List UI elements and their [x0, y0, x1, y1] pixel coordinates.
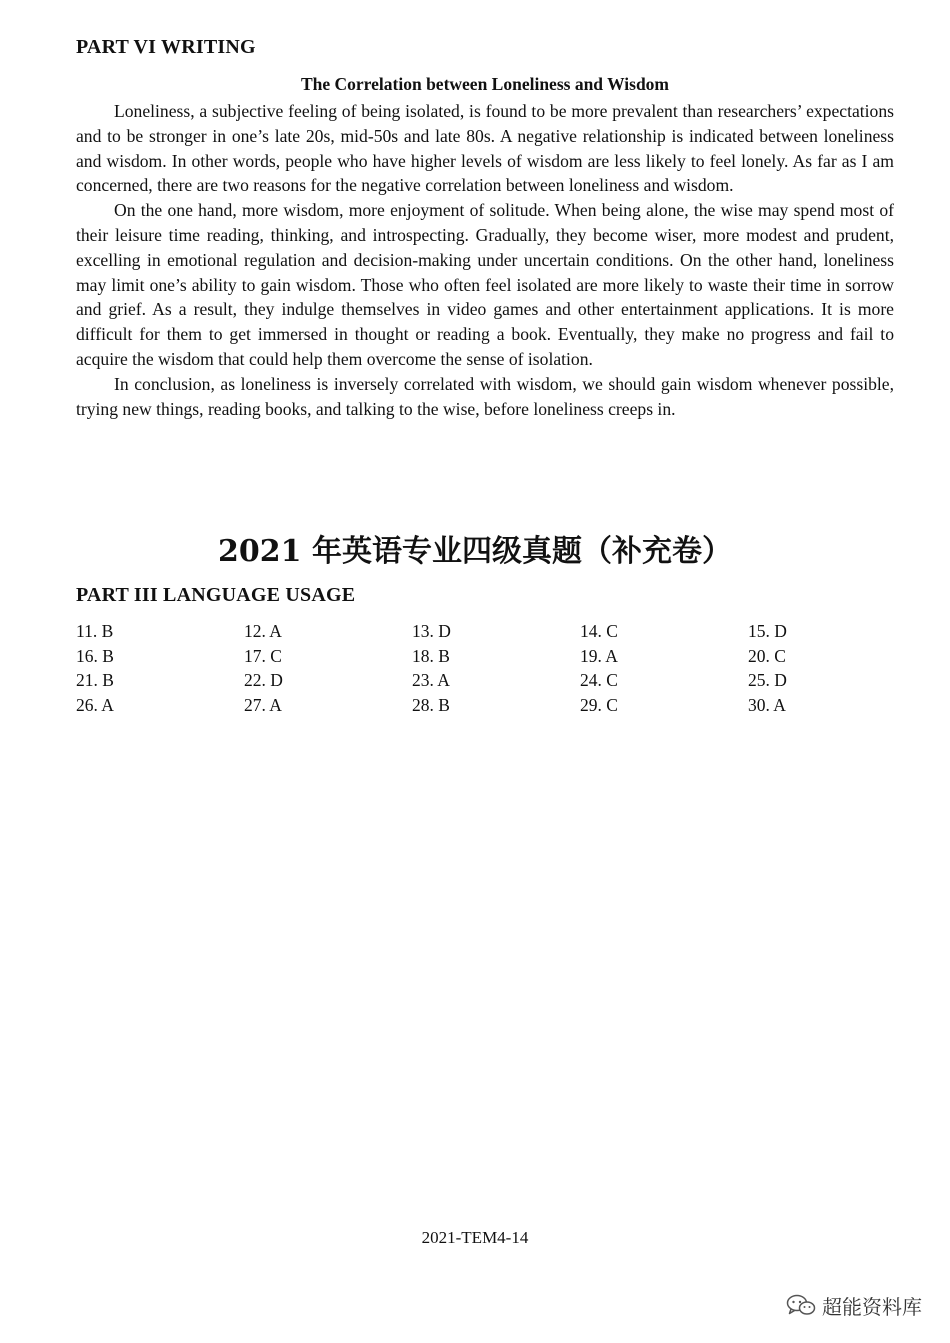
answer-item: 25. D: [748, 670, 787, 690]
answer-item: 24. C: [580, 670, 618, 690]
answer-item: 15. D: [748, 621, 787, 641]
essay-title: The Correlation between Loneliness and Wisdom: [300, 74, 670, 94]
page-footer: 2021-TEM4-14: [421, 1228, 529, 1247]
answer-item: 20. C: [748, 645, 786, 666]
part-iii-heading: PART III LANGUAGE USAGE: [76, 584, 356, 606]
answer-item: 16. B: [76, 645, 114, 666]
answer-item: 29. C: [580, 694, 618, 715]
watermark-text: 超能资料库: [822, 1294, 922, 1319]
answer-item: 26. A: [76, 694, 114, 715]
essay-body: [76, 99, 894, 421]
answer-item: 14. C: [580, 621, 618, 641]
wechat-icon: [786, 1293, 816, 1317]
answer-item: 11. B: [76, 621, 114, 641]
answer-item: 22. D: [244, 670, 283, 690]
exam-title: 2021 年英语专业四级真题（补充卷）: [218, 534, 732, 569]
answer-item: 19. A: [580, 645, 618, 666]
essay-paragraph-3: In conclusion, as loneliness is inversely correlated with wisdom, we should gain wisdom whenever possible, trying new things, reading books, and talking to the wise, before loneliness creeps in.: [76, 373, 894, 419]
answer-item: 23. A: [412, 670, 450, 690]
answer-item: 21. B: [76, 670, 114, 690]
answer-item: 28. B: [412, 694, 450, 715]
part-vi-heading: PART VI WRITING: [76, 36, 256, 58]
watermark: [786, 1290, 922, 1320]
answer-item: 13. D: [412, 621, 451, 641]
essay-paragraph-2: On the one hand, more wisdom, more enjoyment of solitude. When being alone, the wise may spend most of their leisure time reading, thinking, and introspecting. Gradually, they become wiser, more modest and prudent, excelling in emotional regulation and decision-making under uncertain conditions. On the other hand, loneliness may limit one’s ability to gain wisdom. Those who often feel isolated are more likely to waste their time in sorrow and grief. As a result, they indulge themselves in video games and other entertainment applications. It is more difficult for them to get immersed in thought or reading a book. Eventually, they make no progress and fail to acquire the wisdom that could help them overcome the sense of isolation.: [76, 200, 894, 369]
answer-item: 18. B: [412, 645, 450, 666]
answer-item: 12. A: [244, 621, 282, 641]
answer-item: 30. A: [748, 694, 786, 715]
essay-paragraph-1: Loneliness, a subjective feeling of being isolated, is found to be more prevalent than researchers’ expectations and to be stronger in one’s late 20s, mid-50s and late 80s. A negative relationship is indicated between loneliness and wisdom. In other words, people who have higher levels of wisdom are less likely to feel lonely. As far as I am concerned, there are two reasons for the negative correlation between loneliness and wisdom.: [76, 101, 894, 196]
answer-item: 27. A: [244, 694, 282, 715]
answer-item: 17. C: [244, 645, 282, 666]
answer-key-grid: [76, 621, 836, 719]
